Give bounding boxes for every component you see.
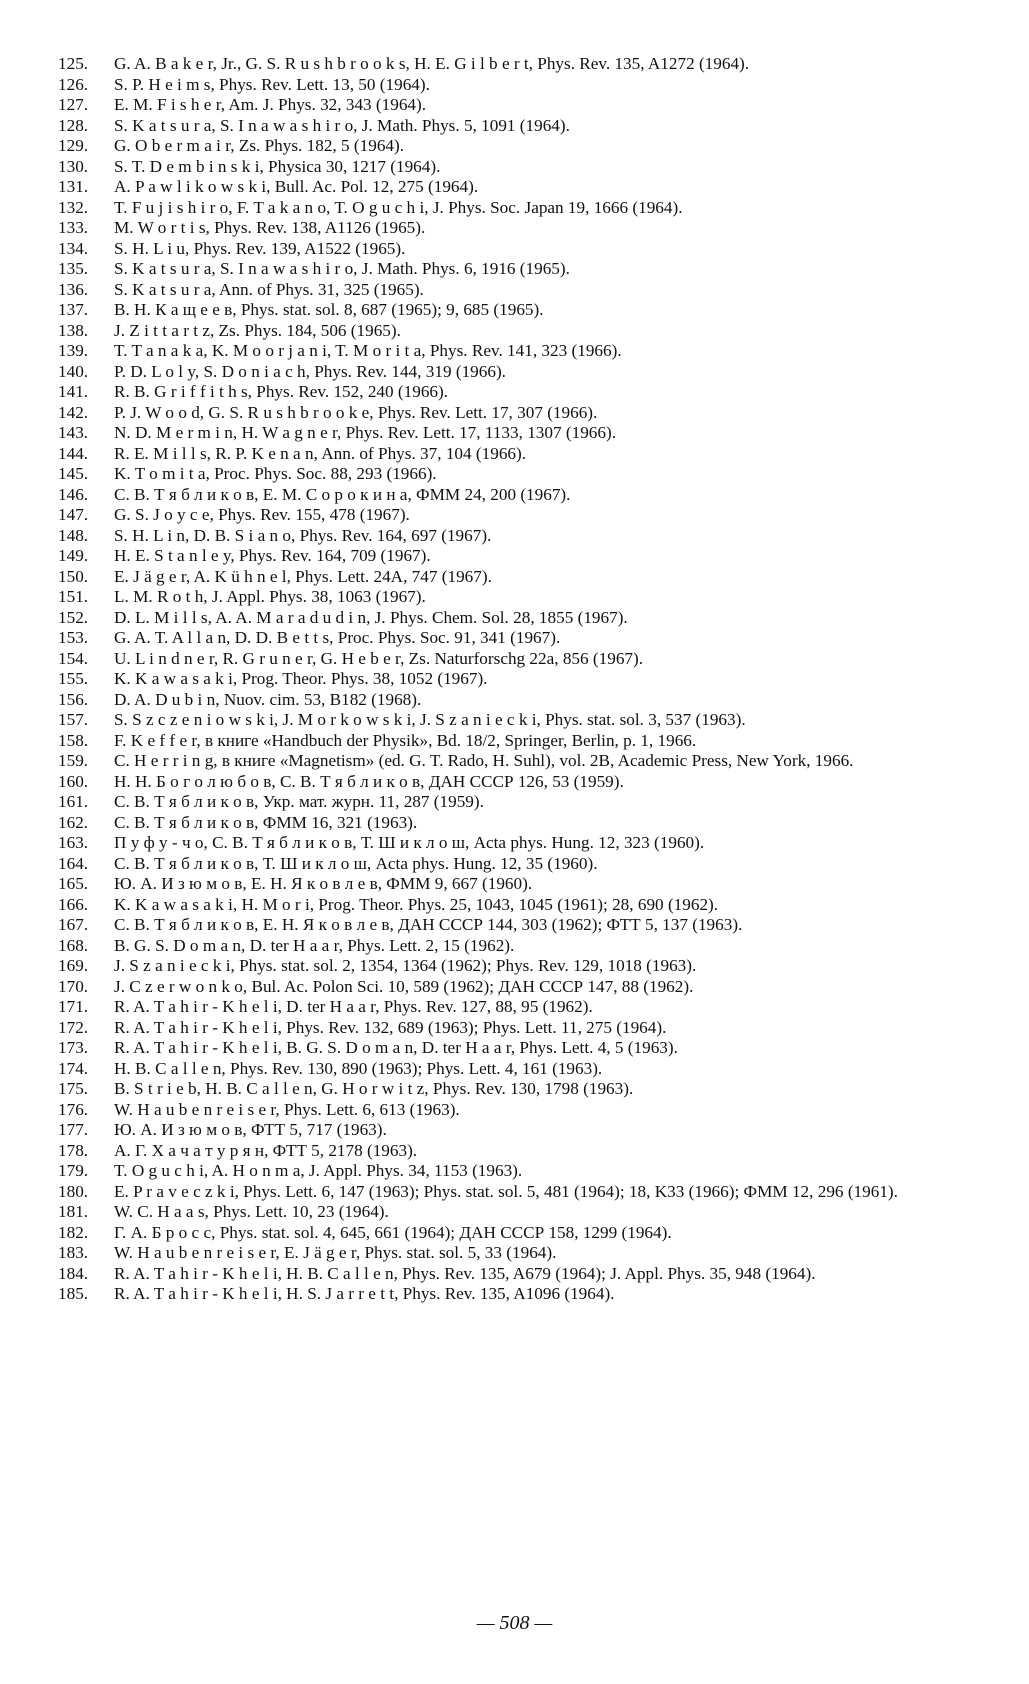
reference-entry xyxy=(58,1223,970,1244)
reference-entry xyxy=(58,936,970,957)
reference-text: R. A. T a h i r - K h e l i, Phys. Rev. 132, 689 (1963); Phys. Lett. 11, 275 (1964). xyxy=(114,1017,667,1037)
reference-number: 173. xyxy=(58,1038,89,1057)
reference-number: 127. xyxy=(58,95,89,114)
reference-text: Н. Н. Б о г о л ю б о в, С. В. Т я б л и к о в, ДАН СССР 126, 53 (1959). xyxy=(114,771,624,791)
reference-number: 180. xyxy=(58,1181,89,1201)
reference-text: B. S t r i e b, H. B. C a l l e n, G. H o r w i t z, Phys. Rev. 130, 1798 (1963). xyxy=(114,1079,634,1098)
reference-entry xyxy=(58,1141,970,1162)
reference-number: 132. xyxy=(58,197,89,217)
reference-number: 150. xyxy=(58,566,89,586)
reference-entry xyxy=(58,75,970,96)
reference-entry xyxy=(58,628,970,649)
reference-text: S. S z c z e n i o w s k i, J. M o r k o w s k i, J. S z a n i e c k i, Phys. stat. sol. 3, 537 (1963). xyxy=(114,710,746,729)
reference-text: G. O b e r m a i r, Zs. Phys. 182, 5 (1964). xyxy=(114,136,405,155)
reference-entry xyxy=(58,1182,970,1203)
reference-text: S. P. H e i m s, Phys. Rev. Lett. 13, 50 (1964). xyxy=(114,74,430,94)
reference-number: 165. xyxy=(58,874,89,893)
reference-entry xyxy=(58,362,970,383)
reference-text: F. K e f f e r, в книге «Handbuch der Physik», Bd. 18/2, Springer, Berlin, p. 1, 1966. xyxy=(114,730,697,750)
reference-number: 169. xyxy=(58,956,89,975)
reference-text: С. В. Т я б л и к о в, ФММ 16, 321 (1963). xyxy=(114,812,418,832)
reference-text: N. D. M e r m i n, H. W a g n e r, Phys. Rev. Lett. 17, 1133, 1307 (1966). xyxy=(114,423,616,442)
reference-entry xyxy=(58,1161,970,1182)
reference-text: R. A. T a h i r - K h e l i, H. B. C a l l e n, Phys. Rev. 135, A679 (1964); J. Appl. Phys. 35, 948 (1964). xyxy=(114,1263,816,1283)
reference-number: 166. xyxy=(58,894,89,914)
reference-entry xyxy=(58,546,970,567)
reference-entry xyxy=(58,833,970,854)
reference-number: 149. xyxy=(58,546,89,565)
reference-number: 183. xyxy=(58,1243,89,1262)
reference-number: 160. xyxy=(58,771,89,791)
reference-entry xyxy=(58,239,970,260)
reference-text: C. H e r r i n g, в книге «Magnetism» (ed. G. T. Rado, H. Suhl), vol. 2B, Academic Press, New York, 1966. xyxy=(114,751,854,770)
reference-text: T. O g u c h i, A. H o n m a, J. Appl. Phys. 34, 1153 (1963). xyxy=(114,1161,523,1180)
reference-text: J. S z a n i e c k i, Phys. stat. sol. 2, 1354, 1364 (1962); Phys. Rev. 129, 1018 (1963). xyxy=(114,956,697,975)
reference-number: 153. xyxy=(58,628,89,647)
reference-number: 161. xyxy=(58,792,89,811)
reference-entry xyxy=(58,136,970,157)
reference-number: 156. xyxy=(58,689,89,709)
reference-entry xyxy=(58,690,970,711)
reference-number: 148. xyxy=(58,525,89,545)
reference-text: H. E. S t a n l e y, Phys. Rev. 164, 709 (1967). xyxy=(114,546,431,565)
reference-entry xyxy=(58,341,970,362)
reference-text: С. В. Т я б л и к о в, Е. Н. Я к о в л е в, ДАН СССР 144, 303 (1962); ФТТ 5, 137 (1963). xyxy=(114,915,743,934)
reference-text: П у ф у - ч о, С. В. Т я б л и к о в, Т. Ш и к л о ш, Acta phys. Hung. 12, 323 (1960). xyxy=(114,833,705,852)
reference-number: 141. xyxy=(58,382,89,401)
reference-number: 174. xyxy=(58,1058,89,1078)
reference-entry xyxy=(58,218,970,239)
reference-entry xyxy=(58,116,970,137)
reference-text: M. W o r t i s, Phys. Rev. 138, A1126 (1965). xyxy=(114,218,426,237)
reference-number: 138. xyxy=(58,320,89,340)
reference-text: D. A. D u b i n, Nuov. cim. 53, B182 (1968). xyxy=(114,689,422,709)
reference-number: 126. xyxy=(58,74,89,94)
reference-entry xyxy=(58,813,970,834)
reference-number: 162. xyxy=(58,812,89,832)
reference-entry xyxy=(58,464,970,485)
reference-text: L. M. R o t h, J. Appl. Phys. 38, 1063 (1967). xyxy=(114,587,426,606)
reference-text: G. S. J o y c e, Phys. Rev. 155, 478 (1967). xyxy=(114,505,410,524)
reference-number: 144. xyxy=(58,443,89,463)
reference-text: В. Н. К а щ е е в, Phys. stat. sol. 8, 687 (1965); 9, 685 (1965). xyxy=(114,300,544,319)
reference-entry xyxy=(58,280,970,301)
reference-entry xyxy=(58,1264,970,1285)
reference-text: J. Z i t t a r t z, Zs. Phys. 184, 506 (1965). xyxy=(114,320,401,340)
reference-number: 181. xyxy=(58,1202,89,1221)
reference-number: 182. xyxy=(58,1222,89,1242)
reference-entry xyxy=(58,772,970,793)
reference-entry xyxy=(58,198,970,219)
reference-number: 131. xyxy=(58,177,89,196)
reference-number: 175. xyxy=(58,1079,89,1098)
reference-text: Ю. А. И з ю м о в, ФТТ 5, 717 (1963). xyxy=(114,1120,387,1139)
reference-text: G. A. T. A l l a n, D. D. B e t t s, Proc. Phys. Soc. 91, 341 (1967). xyxy=(114,628,561,647)
reference-entry xyxy=(58,526,970,547)
reference-number: 159. xyxy=(58,751,89,770)
reference-entry xyxy=(58,403,970,424)
reference-text: S. H. L i n, D. B. S i a n o, Phys. Rev. 164, 697 (1967). xyxy=(114,525,492,545)
reference-text: W. H a u b e n r e i s e r, E. J ä g e r, Phys. stat. sol. 5, 33 (1964). xyxy=(114,1243,557,1262)
reference-entry xyxy=(58,1284,970,1305)
reference-entry xyxy=(58,300,970,321)
reference-number: 133. xyxy=(58,218,89,237)
reference-entry xyxy=(58,444,970,465)
reference-number: 146. xyxy=(58,484,89,504)
reference-number: 157. xyxy=(58,710,89,729)
reference-entry xyxy=(58,1018,970,1039)
reference-entry xyxy=(58,1202,970,1223)
reference-number: 128. xyxy=(58,115,89,135)
reference-entry xyxy=(58,1059,970,1080)
reference-text: Г. А. Б р о с с, Phys. stat. sol. 4, 645, 661 (1964); ДАН СССР 158, 1299 (1964). xyxy=(114,1222,672,1242)
reference-entry xyxy=(58,608,970,629)
reference-number: 184. xyxy=(58,1263,89,1283)
reference-list xyxy=(58,54,970,1305)
reference-text: W. H a u b e n r e i s e r, Phys. Lett. 6, 613 (1963). xyxy=(114,1099,460,1119)
reference-number: 143. xyxy=(58,423,89,442)
reference-number: 152. xyxy=(58,607,89,627)
reference-text: E. P r a v e c z k i, Phys. Lett. 6, 147 (1963); Phys. stat. sol. 5, 481 (1964); 18, K33 (1966); ФММ 12, 296 (1961). xyxy=(114,1181,898,1201)
reference-entry xyxy=(58,54,970,75)
reference-text: R. A. T a h i r - K h e l i, D. ter H a a r, Phys. Rev. 127, 88, 95 (1962). xyxy=(114,997,593,1016)
reference-number: 168. xyxy=(58,935,89,955)
reference-number: 167. xyxy=(58,915,89,934)
reference-entry xyxy=(58,751,970,772)
reference-text: J. C z e r w o n k o, Bul. Ac. Polon Sci. 10, 589 (1962); ДАН СССР 147, 88 (1962). xyxy=(114,976,694,996)
reference-text: B. G. S. D o m a n, D. ter H a a r, Phys. Lett. 2, 15 (1962). xyxy=(114,935,515,955)
reference-number: 163. xyxy=(58,833,89,852)
reference-entry xyxy=(58,321,970,342)
reference-text: A. P a w l i k o w s k i, Bull. Ac. Pol. 12, 275 (1964). xyxy=(114,177,479,196)
reference-text: S. K a t s u r a, Ann. of Phys. 31, 325 (1965). xyxy=(114,279,424,299)
reference-entry xyxy=(58,567,970,588)
reference-text: K. K a w a s a k i, H. M o r i, Prog. Theor. Phys. 25, 1043, 1045 (1961); 28, 690 (1962). xyxy=(114,894,719,914)
reference-entry xyxy=(58,1100,970,1121)
reference-number: 170. xyxy=(58,976,89,996)
reference-entry xyxy=(58,895,970,916)
reference-number: 140. xyxy=(58,361,89,381)
reference-entry xyxy=(58,669,970,690)
reference-entry xyxy=(58,792,970,813)
reference-entry xyxy=(58,1038,970,1059)
reference-text: P. D. L o l y, S. D o n i a c h, Phys. Rev. 144, 319 (1966). xyxy=(114,361,506,381)
reference-number: 134. xyxy=(58,238,89,258)
reference-entry xyxy=(58,505,970,526)
reference-text: С. В. Т я б л и к о в, Е. М. С о р о к и н а, ФММ 24, 200 (1967). xyxy=(114,484,571,504)
reference-number: 178. xyxy=(58,1140,89,1160)
reference-number: 171. xyxy=(58,997,89,1016)
reference-text: С. В. Т я б л и к о в, Т. Ш и к л о ш, Acta phys. Hung. 12, 35 (1960). xyxy=(114,853,598,873)
reference-entry xyxy=(58,956,970,977)
reference-number: 145. xyxy=(58,464,89,483)
reference-entry xyxy=(58,1243,970,1264)
reference-entry xyxy=(58,423,970,444)
reference-text: W. C. H a a s, Phys. Lett. 10, 23 (1964). xyxy=(114,1202,389,1221)
reference-text: P. J. W o o d, G. S. R u s h b r o o k e, Phys. Rev. Lett. 17, 307 (1966). xyxy=(114,402,598,422)
reference-entry xyxy=(58,1079,970,1100)
reference-number: 172. xyxy=(58,1017,89,1037)
reference-entry xyxy=(58,731,970,752)
reference-text: С. В. Т я б л и к о в, Укр. мат. журн. 11, 287 (1959). xyxy=(114,792,484,811)
reference-number: 129. xyxy=(58,136,89,155)
page-number: — 508 — xyxy=(476,1612,553,1634)
reference-entry xyxy=(58,177,970,198)
reference-text: R. E. M i l l s, R. P. K e n a n, Ann. of Phys. 37, 104 (1966). xyxy=(114,443,527,463)
reference-entry xyxy=(58,997,970,1018)
reference-text: S. K a t s u r a, S. I n a w a s h i r o, J. Math. Phys. 6, 1916 (1965). xyxy=(114,259,570,278)
reference-text: E. M. F i s h e r, Am. J. Phys. 32, 343 (1964). xyxy=(114,95,427,114)
reference-entry xyxy=(58,977,970,998)
reference-text: H. B. C a l l e n, Phys. Rev. 130, 890 (1963); Phys. Lett. 4, 161 (1963). xyxy=(114,1058,603,1078)
reference-entry xyxy=(58,587,970,608)
reference-text: R. A. T a h i r - K h e l i, B. G. S. D o m a n, D. ter H a a r, Phys. Lett. 4, 5 (1963). xyxy=(114,1038,678,1057)
reference-text: K. T o m i t a, Proc. Phys. Soc. 88, 293 (1966). xyxy=(114,464,437,483)
reference-number: 185. xyxy=(58,1284,89,1303)
reference-number: 151. xyxy=(58,587,89,606)
reference-entry xyxy=(58,1120,970,1141)
reference-number: 164. xyxy=(58,853,89,873)
reference-text: S. K a t s u r a, S. I n a w a s h i r o, J. Math. Phys. 5, 1091 (1964). xyxy=(114,115,570,135)
reference-number: 158. xyxy=(58,730,89,750)
reference-number: 179. xyxy=(58,1161,89,1180)
reference-number: 142. xyxy=(58,402,89,422)
reference-text: E. J ä g e r, A. K ü h n e l, Phys. Lett. 24A, 747 (1967). xyxy=(114,566,492,586)
reference-text: Ю. А. И з ю м о в, Е. Н. Я к о в л е в, ФММ 9, 667 (1960). xyxy=(114,874,533,893)
reference-text: R. A. T a h i r - K h e l i, H. S. J a r r e t t, Phys. Rev. 135, A1096 (1964). xyxy=(114,1284,615,1303)
reference-text: S. H. L i u, Phys. Rev. 139, A1522 (1965). xyxy=(114,238,406,258)
reference-number: 155. xyxy=(58,669,89,688)
reference-text: U. L i n d n e r, R. G r u n e r, G. H e b e r, Zs. Naturforschg 22a, 856 (1967). xyxy=(114,648,644,668)
reference-text: G. A. B a k e r, Jr., G. S. R u s h b r o o k s, H. E. G i l b e r t, Phys. Rev. 135, A1272 (1964). xyxy=(114,54,750,73)
reference-text: А. Г. Х а ч а т у р я н, ФТТ 5, 2178 (1963). xyxy=(114,1140,418,1160)
reference-entry xyxy=(58,259,970,280)
reference-number: 130. xyxy=(58,156,89,176)
reference-entry xyxy=(58,382,970,403)
reference-number: 136. xyxy=(58,279,89,299)
reference-entry xyxy=(58,710,970,731)
reference-text: K. K a w a s a k i, Prog. Theor. Phys. 38, 1052 (1967). xyxy=(114,669,488,688)
reference-number: 154. xyxy=(58,648,89,668)
reference-number: 137. xyxy=(58,300,89,319)
reference-entry xyxy=(58,95,970,116)
reference-entry xyxy=(58,854,970,875)
reference-text: R. B. G r i f f i t h s, Phys. Rev. 152, 240 (1966). xyxy=(114,382,449,401)
reference-number: 177. xyxy=(58,1120,89,1139)
reference-text: T. F u j i s h i r o, F. T a k a n o, T. O g u c h i, J. Phys. Soc. Japan 19, 1666 (1964). xyxy=(114,197,683,217)
reference-number: 176. xyxy=(58,1099,89,1119)
reference-number: 135. xyxy=(58,259,89,278)
reference-number: 139. xyxy=(58,341,89,360)
reference-text: D. L. M i l l s, A. A. M a r a d u d i n, J. Phys. Chem. Sol. 28, 1855 (1967). xyxy=(114,607,628,627)
reference-number: 147. xyxy=(58,505,89,524)
reference-entry xyxy=(58,915,970,936)
reference-entry xyxy=(58,649,970,670)
reference-entry xyxy=(58,874,970,895)
reference-entry xyxy=(58,157,970,178)
reference-number: 125. xyxy=(58,54,89,73)
reference-entry xyxy=(58,485,970,506)
reference-text: S. T. D e m b i n s k i, Physica 30, 1217 (1964). xyxy=(114,156,441,176)
reference-text: T. T a n a k a, K. M o o r j a n i, T. M o r i t a, Phys. Rev. 141, 323 (1966). xyxy=(114,341,622,360)
